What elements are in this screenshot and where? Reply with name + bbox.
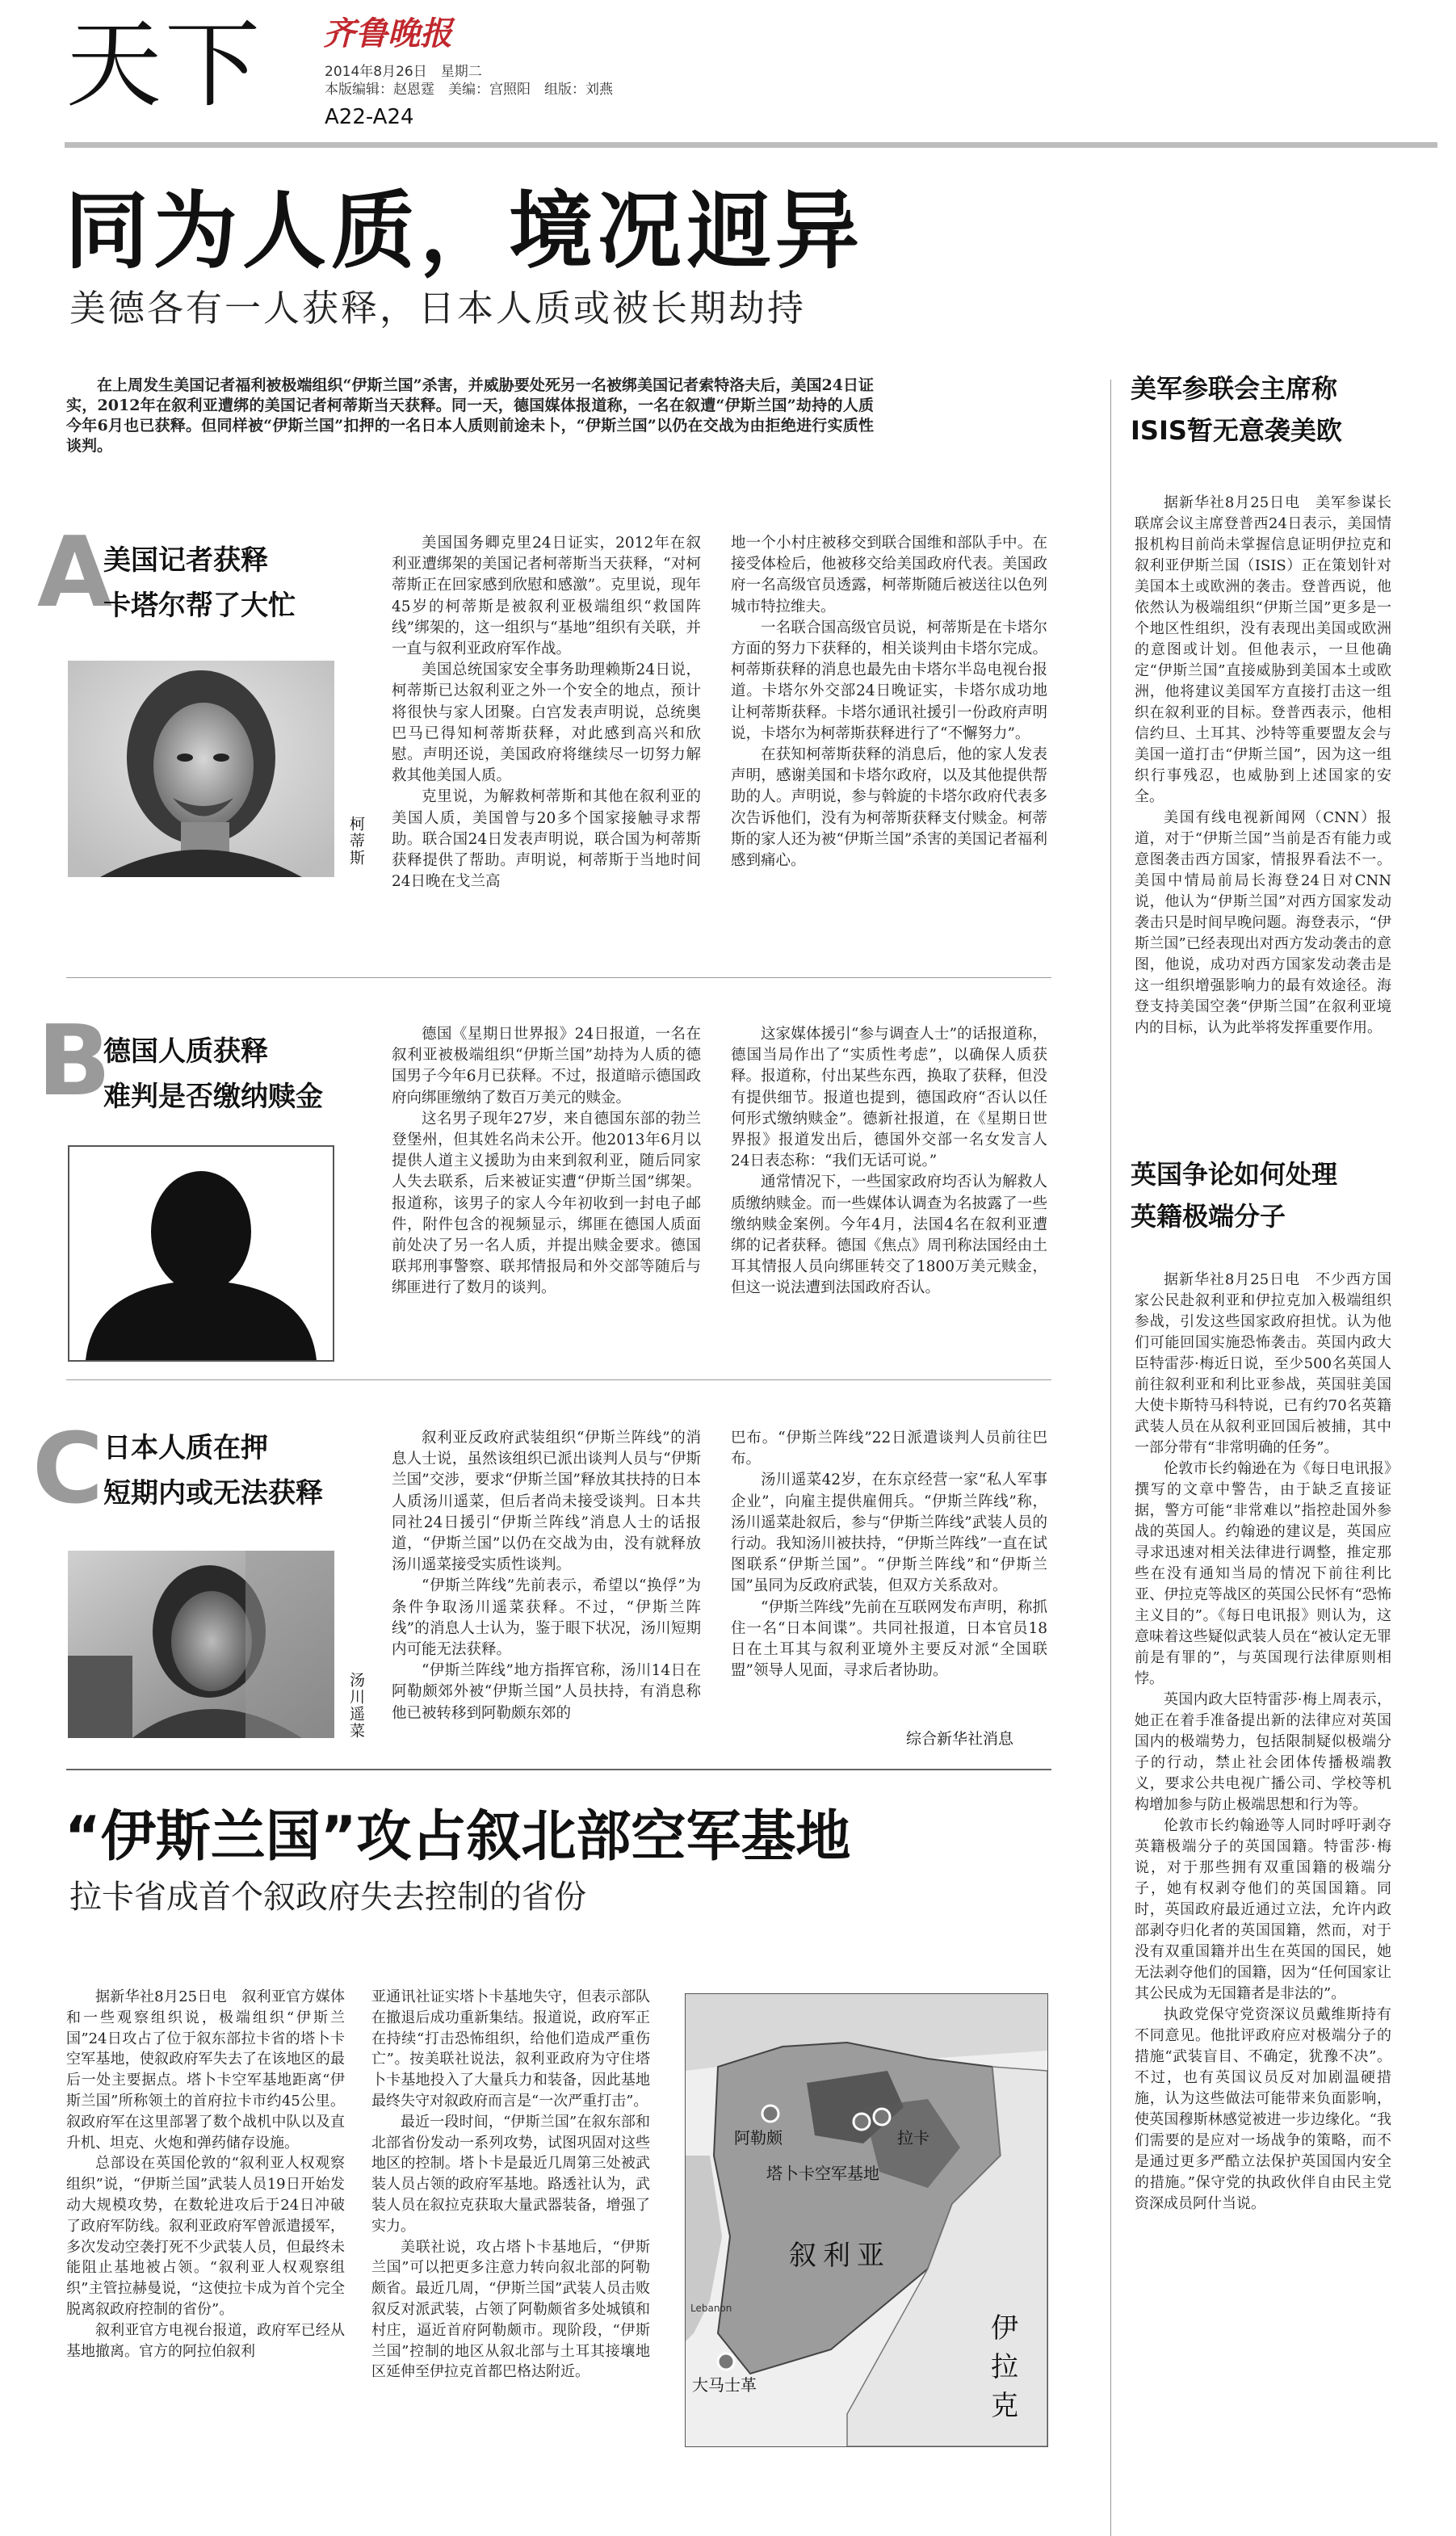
sidebar-story2-title-line2: 英籍极端分子 (1131, 1201, 1286, 1232)
map-label-aleppo: 阿勒颇 (734, 2128, 783, 2148)
section-b-title-line1: 德国人质获释 (103, 1035, 268, 1068)
masthead-rule (65, 142, 1437, 148)
section-letter-b: B (37, 1006, 111, 1118)
paragraph: 克里说，为解救柯蒂斯和其他在叙利亚的美国人质，美国曾与20多个国家接触寻求帮助。联合国24日发表声明说，联合国为柯蒂斯获释提供了帮助。声明说，柯蒂斯于当地时间24日晚在戈兰高 (392, 788, 701, 891)
section-divider (66, 977, 1051, 978)
section-b-col1 (392, 1024, 701, 1355)
paragraph: 伦敦市长约翰逊等人同时呼吁剥夺英籍极端分子的英国国籍。特雷莎·梅说，对于那些拥有双重国籍的极端分子，她有权剥夺他们的英国国籍。同时，英国政府最近通过立法，允许内政部剥夺归化者的英国国籍，然而，对于没有双重国籍并出生在英国的国民，她无法剥夺他们的国籍，因为“任何国家让其公民成为无国籍者是非法的”。 (1135, 1817, 1391, 2002)
photo-curtis (68, 661, 334, 877)
second-col1 (66, 1987, 345, 2443)
paragraph: 美国总统国家安全事务助理赖斯24日说，柯蒂斯已达叙利亚之外一个安全的地点，预计将很快与家人团聚。白宫发表声明说，总统奥巴马已得知柯蒂斯获释，对此感到高兴和欣慰。声明还说，美国政府将继续尽一切努力解救其他美国人质。 (392, 661, 701, 785)
paragraph: “伊斯兰阵线”先前表示，希望以“换俘”为条件争取汤川遥菜获释。不过，“伊斯兰阵线”的消息人士认为，鉴于眼下状况，汤川短期内可能无法获释。 (392, 1577, 701, 1659)
editors-line: 本版编辑：赵恩霆 美编：宫照阳 组版：刘燕 (325, 82, 613, 98)
sidebar-story1-body (1135, 493, 1391, 1090)
paragraph: “伊斯兰阵线”先前在互联网发布声明，称抓住一名“日本间谍”。共同社报道，日本官员18日在土耳其与叙利亚境外主要反对派“全国联盟”领导人见面，寻求后者协助。 (731, 1598, 1047, 1680)
paragraph: 最近一段时间，“伊斯兰国”在叙东部和北部省份发动一系列攻势，试图巩固对这些地区的控制。塔卜卡是最近几周第三处被武装人员占领的政府军基地。路透社认为，武装人员在叙拉克获取大量武器装备，增强了实力。 (371, 2113, 650, 2235)
damascus-marker (718, 2353, 734, 2370)
issue-date: 2014年8月26日 星期二 (325, 64, 482, 80)
paragraph: 总部设在英国伦敦的“叙利亚人权观察组织”说，“伊斯兰国”武装人员19日开始发动大规模攻势，在数轮进攻后于24日冲破了政府军防线。叙利亚政府军曾派遣援军，多次发动空袭打死不少武装人员，但最终未能阻止基地被占领。“叙利亚人权观察组织”主管拉赫曼说，“这使拉卡成为首个完全脱离叙政府控制的省份”。 (66, 2155, 345, 2318)
source-credit: 综合新华社消息 (906, 1730, 1014, 1748)
main-intro (66, 376, 874, 481)
section-title: 天下 (66, 9, 264, 120)
section-a-col1 (392, 533, 701, 953)
paragraph: 美国有线电视新闻网（CNN）报道，对于“伊斯兰国”当前是否有能力或意图袭击西方国家，情报界看法不一。美国中情局前局长海登24日对CNN说，他认为“伊斯兰国”对西方国家发动袭击只是时间早晚问题。海登表示，“伊斯兰国”已经表现出对西方发动袭击的意图，他说，成功对西方国家发动袭击是这一组织增强影响力的最有效途径。海登支持美国空袭“伊斯兰国”在叙利亚境内的目标，认为此举将发挥重要作用。 (1135, 809, 1391, 1036)
paragraph: 英国内政大臣特雷莎·梅上周表示，她正在着手准备提出新的法律应对英国国内的极端势力，包括限制疑似极端分子的行动，禁止社会团体传播极端教义，要求公共电视广播公司、学校等机构增加参与防止极端思想和行为等。 (1135, 1691, 1391, 1813)
paragraph: 据新华社8月25日电 不少西方国家公民赴叙利亚和伊拉克加入极端组织参战，引发这些国家政府担忧。认为他们可能回国实施恐怖袭击。英国内政大臣特雷莎·梅近日说，至少500名英国人前往叙利亚和利比亚参战，英国驻美国大使卡斯特马科特说，已有约70名英籍武装人员在从叙利亚回国后被捕，其中一部分带有“非常明确的任务”。 (1135, 1271, 1391, 1456)
paragraph: 这名男子现年27岁，来自德国东部的勃兰登堡州，但其姓名尚未公开。他2013年6月以提供人道主义援助为由来到叙利亚，随后同家人失去联系，后来被证实遭“伊斯兰国”绑架。报道称，该男子的家人今年初收到一封电子邮件，附件包含的视频显示，绑匪在德国人质面前处决了另一名人质，并提出赎金要求。德国联邦刑事警察、联邦情报局和外交部等随后与绑匪进行了数月的谈判。 (392, 1110, 701, 1297)
map-label-raqqa: 拉卡 (897, 2128, 929, 2148)
paragraph: 地一个小村庄被移交到联合国维和部队手中。在接受体检后，他被移交给美国政府代表。美国政府一名高级官员透露，柯蒂斯随后被送往以色列城市特拉维夫。 (731, 535, 1047, 615)
hostage-photo-image (68, 1551, 334, 1738)
paragraph: 执政党保守党资深议员戴维斯持有不同意见。他批评政府应对极端分子的措施“武装盲目、不确定，犹豫不决”。不过，也有英国议员反对加剧温硬措施，认为这些做法可能带来负面影响，使英国穆斯林感觉被进一步边缘化。“我们需要的是应对一场战争的策略，而不是通过更多严酷立法保护英国国内安全的措施。”保守党的执政伙伴自由民主党资深成员阿什当说。 (1135, 2006, 1391, 2212)
story-divider (66, 1769, 1051, 1770)
second-subhead: 拉卡省成首个叙政府失去控制的省份 (69, 1879, 586, 1916)
page-range: A22-A24 (325, 105, 414, 129)
section-letter-c: C (32, 1413, 104, 1526)
paragraph: 伦敦市长约翰逊在为《每日电讯报》撰写的文章中警告，由于缺乏直接证据，警方可能“非常难以”指控赴国外参战的英国人。约翰逊的建议是，英国应寻求迅速对相关法律进行调整，推定那些在没有通知当局的情况下前往利比亚、伊拉克等战区的英国公民怀有“恐怖主义目的”。《每日电讯报》则认为，这意味着这些疑似武装人员在“被认定无罪前是有罪的”，与英国现行法律原则相悖。 (1135, 1460, 1391, 1687)
paragraph: 叙利亚官方电视台报道，政府军已经从基地撤离。官方的阿拉伯叙利 (66, 2321, 345, 2360)
section-b-title-line2: 难判是否缴纳赎金 (103, 1081, 323, 1113)
section-a-title-line1: 美国记者获释 (103, 544, 268, 577)
paragraph: 一名联合国高级官员说，柯蒂斯是在卡塔尔方面的努力下获释的，相关谈判由卡塔尔完成。柯蒂斯获释的消息也最先由卡塔尔半岛电视台报道。卡塔尔外交部24日晚证实，卡塔尔成功地让柯蒂斯获释。卡塔尔通讯社援引一份政府声明说，卡塔尔为柯蒂斯获释进行了“不懈努力”。 (731, 619, 1047, 742)
section-letter-a: A (37, 517, 112, 629)
section-a-title-line2: 卡塔尔帮了大忙 (103, 590, 296, 622)
map-label-damascus: 大马士革 (692, 2375, 757, 2395)
paragraph: 据新华社8月25日电 美军参谋长联席会议主席登普西24日表示，美国情报机构目前尚未掌握信息证明伊拉克和叙利亚伊斯兰国（ISIS）正在策划针对美国本土或欧洲的袭击。登普西说，他依然认为极端组织“伊斯兰国”更多是一个地区性组织，没有表现出美国或欧洲的意图或计划。但他表示，一旦他确定“伊斯兰国”直接威胁到美国本土或欧洲，他将建议美国军方直接打击这一组织在叙利亚的目标。登普西表示，他相信约旦、土耳其、沙特等重要盟友会与美国一道打击“伊斯兰国”，因为这一组织行事残忍，也威胁到上述国家的安全。 (1135, 494, 1391, 805)
tabqa-marker (854, 2114, 870, 2130)
photo-caption-yukawa: 汤川遥菜 (347, 1672, 365, 1740)
photo-caption-curtis: 柯蒂斯 (347, 816, 365, 867)
paragraph: 在获知柯蒂斯获释的消息后，他的家人发表声明，感谢美国和卡塔尔政府，以及其他提供帮助的人。声明说，参与斡旋的卡塔尔政府代表多次告诉他们，没有为柯蒂斯获释支付赎金。柯蒂斯的家人还为被“伊斯兰国”杀害的美国记者福利感到痛心。 (731, 746, 1047, 870)
photo-yukawa (68, 1551, 334, 1738)
paper-logo: 齐鲁晚报 (323, 15, 452, 52)
sidebar-story2-title (1131, 1153, 1337, 1237)
main-intro-text: 在上周发生美国记者福利被极端组织“伊斯兰国”杀害，并威胁要处死另一名被绑美国记者索特洛夫后，美国24日证实，2012年在叙利亚遭绑的美国记者柯蒂斯当天获释。同一天，德国媒体报道称，一名在叙遭“伊斯兰国”劫持的人质今年6月也已获释。但同样被“伊斯兰国”扣押的一名日本人质则前途未卜，“伊斯兰国”以仍在交战为由拒绝进行实质性谈判。 (66, 376, 874, 455)
main-headline: 同为人质，境况迥异 (65, 182, 865, 280)
second-col2 (371, 1987, 650, 2443)
paragraph: 汤川遥菜42岁，在东京经营一家“私人军事企业”，向雇主提供雇佣兵。“伊斯兰阵线”称，汤川遥菜赴叙后，参与“伊斯兰阵线”武装人员的行动。我知汤川被扶持，“伊斯兰阵线”一直在试图联系“伊斯兰国”。“伊斯兰阵线”和“伊斯兰国”虽同为反政府武装，但双方关系敌对。 (731, 1472, 1047, 1595)
portrait-image (68, 661, 334, 877)
paragraph: 美联社说，攻占塔卜卡基地后，“伊斯兰国”可以把更多注意力转向叙北部的阿勒颇省。最近几周，“伊斯兰国”武装人员击败叙反对派武装，占领了阿勒颇省多处城镇和村庄，逼近首府阿勒颇市。现阶段，“伊斯兰国”控制的地区从叙北部与土耳其接壤地区延伸至伊拉克首都巴格达附近。 (371, 2238, 650, 2381)
sidebar-story1-title-line1: 美军参联会主席称 (1131, 373, 1338, 404)
sidebar-story1-title-line2: ISIS暂无意袭美欧 (1131, 415, 1342, 446)
paragraph: 巴布。“伊斯兰阵线”22日派遣谈判人员前往巴布。 (731, 1430, 1047, 1468)
section-b-title (103, 1029, 323, 1119)
main-subhead: 美德各有一人获释，日本人质或被长期劫持 (69, 287, 807, 330)
section-c-title (103, 1425, 323, 1516)
paragraph: 美国国务卿克里24日证实，2012年在叙利亚遭绑架的美国记者柯蒂斯当天获释，“对柯蒂斯正在回家感到欣慰和感激”。克里说，现年45岁的柯蒂斯是被叙利亚极端组织“救国阵线”绑架的，这一组织与“基地”组织有关联，并一直与叙利亚政府军作战。 (392, 535, 701, 658)
section-divider (66, 1379, 1051, 1380)
paragraph: 叙利亚反政府武装组织“伊斯兰阵线”的消息人士说，虽然该组织已派出谈判人员与“伊斯兰国”交涉，要求“伊斯兰国”释放其扶持的日本人质汤川遥菜，但后者尚未接受谈判。日本共同社24日援引“伊斯兰阵线”消息人士的话报道，“伊斯兰国”以仍在交战为由，没有就释放汤川遥菜接受实质性谈判。 (392, 1430, 701, 1574)
paragraph: 这家媒体援引“参与调查人士”的话报道称，德国当局作出了“实质性考虑”，以确保人质获释。报道称，付出某些东西，换取了获释，但没有提供细节。报道也提到，德国政府“否认以任何形式缴纳赎金”。德新社报道，在《星期日世界报》报道发出后，德国外交部一名女发言人24日表态称：“我们无话可说。” (731, 1026, 1047, 1170)
paragraph: 亚通讯社证实塔卜卡基地失守，但表示部队在撤退后成功重新集结。报道说，政府军正在持续“打击恐怖组织，给他们造成严重伤亡”。按美联社说法，叙利亚政府为守住塔卜卡基地投入了大量兵力和装备，因此基地最终失守对叙政府而言是“一次严重打击”。 (371, 1988, 650, 2110)
sidebar-story2-body (1135, 1270, 1391, 2441)
silhouette-icon (69, 1147, 333, 1360)
paragraph: “伊斯兰阵线”地方指挥官称，汤川14日在阿勒颇郊外被“伊斯兰国”人员扶持，有消息称他已被转移到阿勒颇东郊的 (392, 1662, 701, 1722)
section-c-col1 (392, 1428, 701, 1747)
sidebar-story1-title (1131, 367, 1342, 451)
section-a-title (103, 538, 296, 628)
map-label-syria: 叙利亚 (789, 2240, 891, 2272)
raqqa-marker (874, 2109, 890, 2125)
second-headline: “伊斯兰国”攻占叙北部空军基地 (65, 1805, 851, 1869)
section-b-col2 (731, 1024, 1047, 1355)
section-c-col2 (731, 1428, 1047, 1719)
paragraph: 据新华社8月25日电 叙利亚官方媒体和一些观察组织说，极端组织“伊斯兰国”24日攻占了位于叙东部拉卡省的塔卜卡空军基地，使叙政府军失去了在该地区的最后一处主要据点。塔卜卡空军基地距离“伊斯兰国”所称领土的首府拉卡市约45公里。叙政府军在这里部署了数个战机中队以及直升机、坦克、火炮和弹药储存设施。 (66, 1988, 345, 2152)
section-a-col2 (731, 533, 1047, 953)
section-c-title-line2: 短期内或无法获释 (103, 1477, 323, 1509)
divider (1110, 380, 1111, 2536)
map-label-lebanon: Lebanon (690, 2303, 732, 2314)
map-label-tabqa: 塔卜卡空军基地 (766, 2164, 879, 2183)
photo-german-hostage (68, 1145, 334, 1362)
aleppo-marker (762, 2106, 778, 2122)
paragraph: 通常情况下，一些国家政府均否认为解救人质缴纳赎金。而一些媒体认调查为名披露了一些缴纳赎金案例。今年4月，法国4名在叙利亚遭绑的记者获释。德国《焦点》周刊称法国经由土耳其情报人员向绑匪转交了1800万美元赎金，但这一说法遭到法国政府否认。 (731, 1174, 1047, 1297)
map-label-iraq: 伊拉克 (991, 2312, 1018, 2422)
paragraph: 德国《星期日世界报》24日报道，一名在叙利亚被极端组织“伊斯兰国”劫持为人质的德国男子今年6月已获释。不过，报道暗示德国政府向绑匪缴纳了数百万美元的赎金。 (392, 1026, 701, 1106)
sidebar-story2-title-line1: 英国争论如何处理 (1131, 1159, 1338, 1190)
syria-map (685, 1993, 1048, 2447)
section-c-title-line1: 日本人质在押 (103, 1432, 268, 1464)
